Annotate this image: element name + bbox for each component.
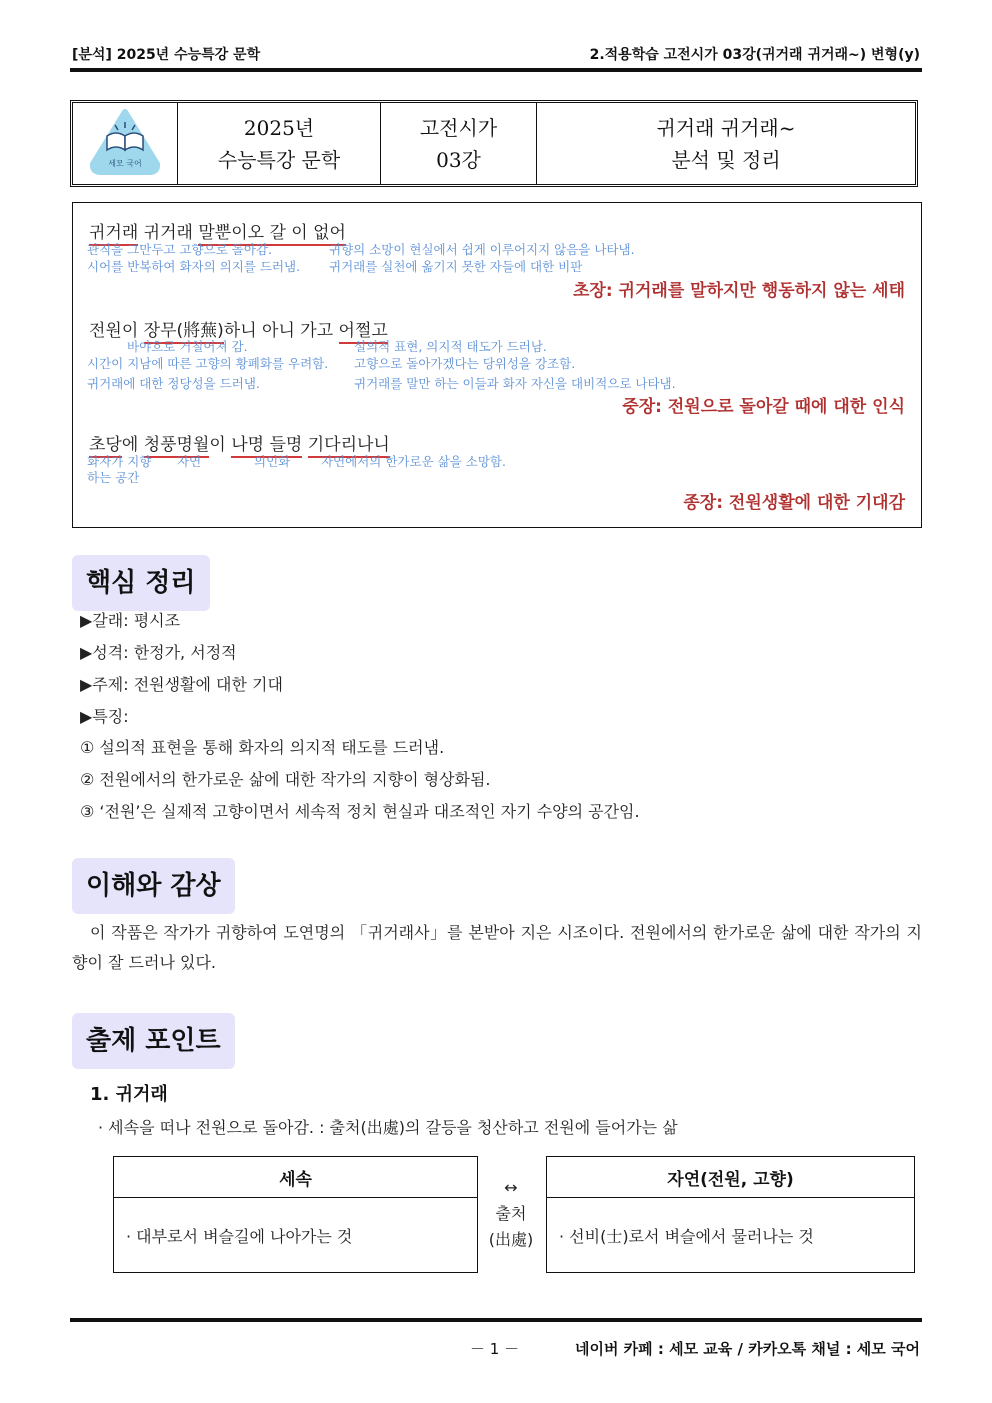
note-1-2: 시어를 반복하여 화자의 의지를 드러냄. (87, 259, 301, 274)
note-1-4: 귀거래를 실천에 옮기지 못한 자들에 대한 비판 (329, 259, 583, 274)
year-line2: 수능특강 문학 (217, 147, 341, 172)
key-genre: ▶갈래: 평시조 (80, 611, 181, 630)
key-feature-1: ① 설의적 표현을 통해 화자의 의지적 태도를 드러냄. (80, 738, 445, 757)
logo-text: 세모 국어 (108, 158, 142, 168)
poem-2a: 전원이 (89, 321, 144, 341)
double-arrow-icon: ↔ (504, 1178, 518, 1197)
poem-3g: 기다리나니 (308, 435, 390, 458)
section-exam-points: 출제 포인트 (72, 1013, 235, 1069)
table-nature (546, 1156, 915, 1273)
comparison-middle (478, 1175, 544, 1253)
poem-3a: 초당 (89, 435, 122, 458)
table-secular (113, 1156, 478, 1273)
poem-analysis-box (72, 202, 922, 528)
category-line2: 03강 (436, 147, 481, 172)
logo-cell (73, 103, 178, 184)
work-title-line2: 분석 및 정리 (671, 147, 781, 172)
poem-1a: 귀거래 (89, 223, 138, 246)
summary-jongjang: 종장: 전원생활에 대한 기대감 (683, 493, 905, 513)
work-title-cell (537, 103, 915, 184)
note-1-3: 귀향의 소망이 현실에서 쉽게 이루어지지 않음을 나타냄. (329, 242, 635, 257)
poem-3b: 에 (121, 435, 144, 455)
poem-3c: 청풍명월 (144, 435, 210, 458)
note-3-4: 의인화 (254, 454, 291, 469)
note-3-1: 화자가 지향 (87, 454, 152, 469)
exam-point-desc: · 세속을 떠나 전원으로 돌아감. : 출처(出處)의 갈등을 청산하고 전원에 들어가는 삶 (98, 1118, 678, 1137)
note-2-4: 설의적 표현, 의지적 태도가 드러남. (354, 339, 547, 354)
summary-chojang: 초장: 귀거래를 말하지만 행동하지 않는 세태 (573, 281, 905, 301)
poem-1c: 말뿐이오 갈 이 없어 (198, 223, 346, 246)
poem-3d: 이 (209, 435, 232, 455)
poem-3e: 나명 들명 (231, 435, 302, 458)
key-features-label: ▶특징: (80, 707, 129, 726)
poem-3f (302, 435, 307, 455)
poem-2d: 어쩔고 (339, 321, 388, 344)
category-line1: 고전시가 (419, 115, 498, 140)
exam-point-title: 1. 귀거래 (90, 1084, 168, 1105)
year-cell (178, 103, 381, 184)
note-2-1: 바야흐로 거칠어져 감. (127, 339, 248, 354)
poem-1b: 귀거래 (138, 223, 199, 243)
header-left-text: [분석] 2025년 수능특강 문학 (72, 47, 261, 63)
key-theme: ▶주제: 전원생활에 대한 기대 (80, 675, 283, 694)
note-3-2: 하는 공간 (87, 470, 140, 485)
header-right-text: 2.적용학습 고전시가 03강(귀거래 귀거래~) 변형(y) (589, 47, 920, 63)
work-title-line1: 귀거래 귀거래~ (656, 115, 796, 140)
poem-2b: 장무(將蕪) (144, 321, 224, 344)
note-2-6: 귀거래를 말만 하는 이들과 화자 자신을 대비적으로 나타냄. (354, 376, 676, 391)
title-box (70, 100, 918, 187)
section-key-summary: 핵심 정리 (72, 555, 210, 611)
key-character: ▶성격: 한정가, 서정적 (80, 643, 237, 662)
mid-label-1: 출처 (495, 1204, 527, 1223)
poem-2c: 하니 아니 가고 (223, 321, 339, 341)
summary-jungjang: 중장: 전원으로 돌아갈 때에 대한 인식 (622, 397, 905, 417)
table-nature-body: · 선비(士)로서 벼슬에서 물러나는 것 (559, 1226, 814, 1246)
note-1-1: 관직을 그만두고 고향으로 돌아감. (87, 242, 272, 257)
key-feature-3: ③ ‘전원’은 실제적 고향이면서 세속적 정치 현실과 대조적인 자기 수양의 공간임. (80, 802, 640, 821)
footer-page-number: － 1 － (470, 1340, 520, 1358)
key-feature-2: ② 전원에서의 한가로운 삶에 대한 작가의 지향이 형상화됨. (80, 770, 491, 789)
section-understanding: 이해와 감상 (72, 858, 235, 914)
understanding-paragraph: 이 작품은 작가가 귀향하여 도연명의 「귀거래사」를 본받아 지은 시조이다. 전원에서의 한가로운 삶에 대한 작가의 지향이 잘 드러나 있다. (72, 923, 922, 972)
note-2-2: 시간이 지남에 따른 고향의 황폐화를 우려함. (87, 356, 329, 371)
footer-contact: 네이버 카페 : 세모 교육 / 카카오톡 채널 : 세모 국어 (574, 1340, 920, 1358)
year-line1: 2025년 (243, 115, 315, 140)
footer-rule (70, 1318, 922, 1322)
table-nature-header: 자연(전원, 고향) (547, 1157, 914, 1198)
table-secular-header: 세속 (114, 1157, 477, 1198)
note-3-5: 자연에서의 한가로운 삶을 소망함. (321, 454, 506, 469)
book-logo-icon (85, 106, 165, 182)
header-rule (70, 68, 922, 72)
note-2-3: 귀거래에 대한 정당성을 드러냄. (87, 376, 260, 391)
table-secular-body: · 대부로서 벼슬길에 나아가는 것 (126, 1226, 353, 1246)
note-2-5: 고향으로 돌아가겠다는 당위성을 강조함. (354, 356, 576, 371)
category-cell (381, 103, 537, 184)
note-3-3: 자연 (177, 454, 202, 469)
mid-label-2: (出處) (488, 1230, 534, 1249)
